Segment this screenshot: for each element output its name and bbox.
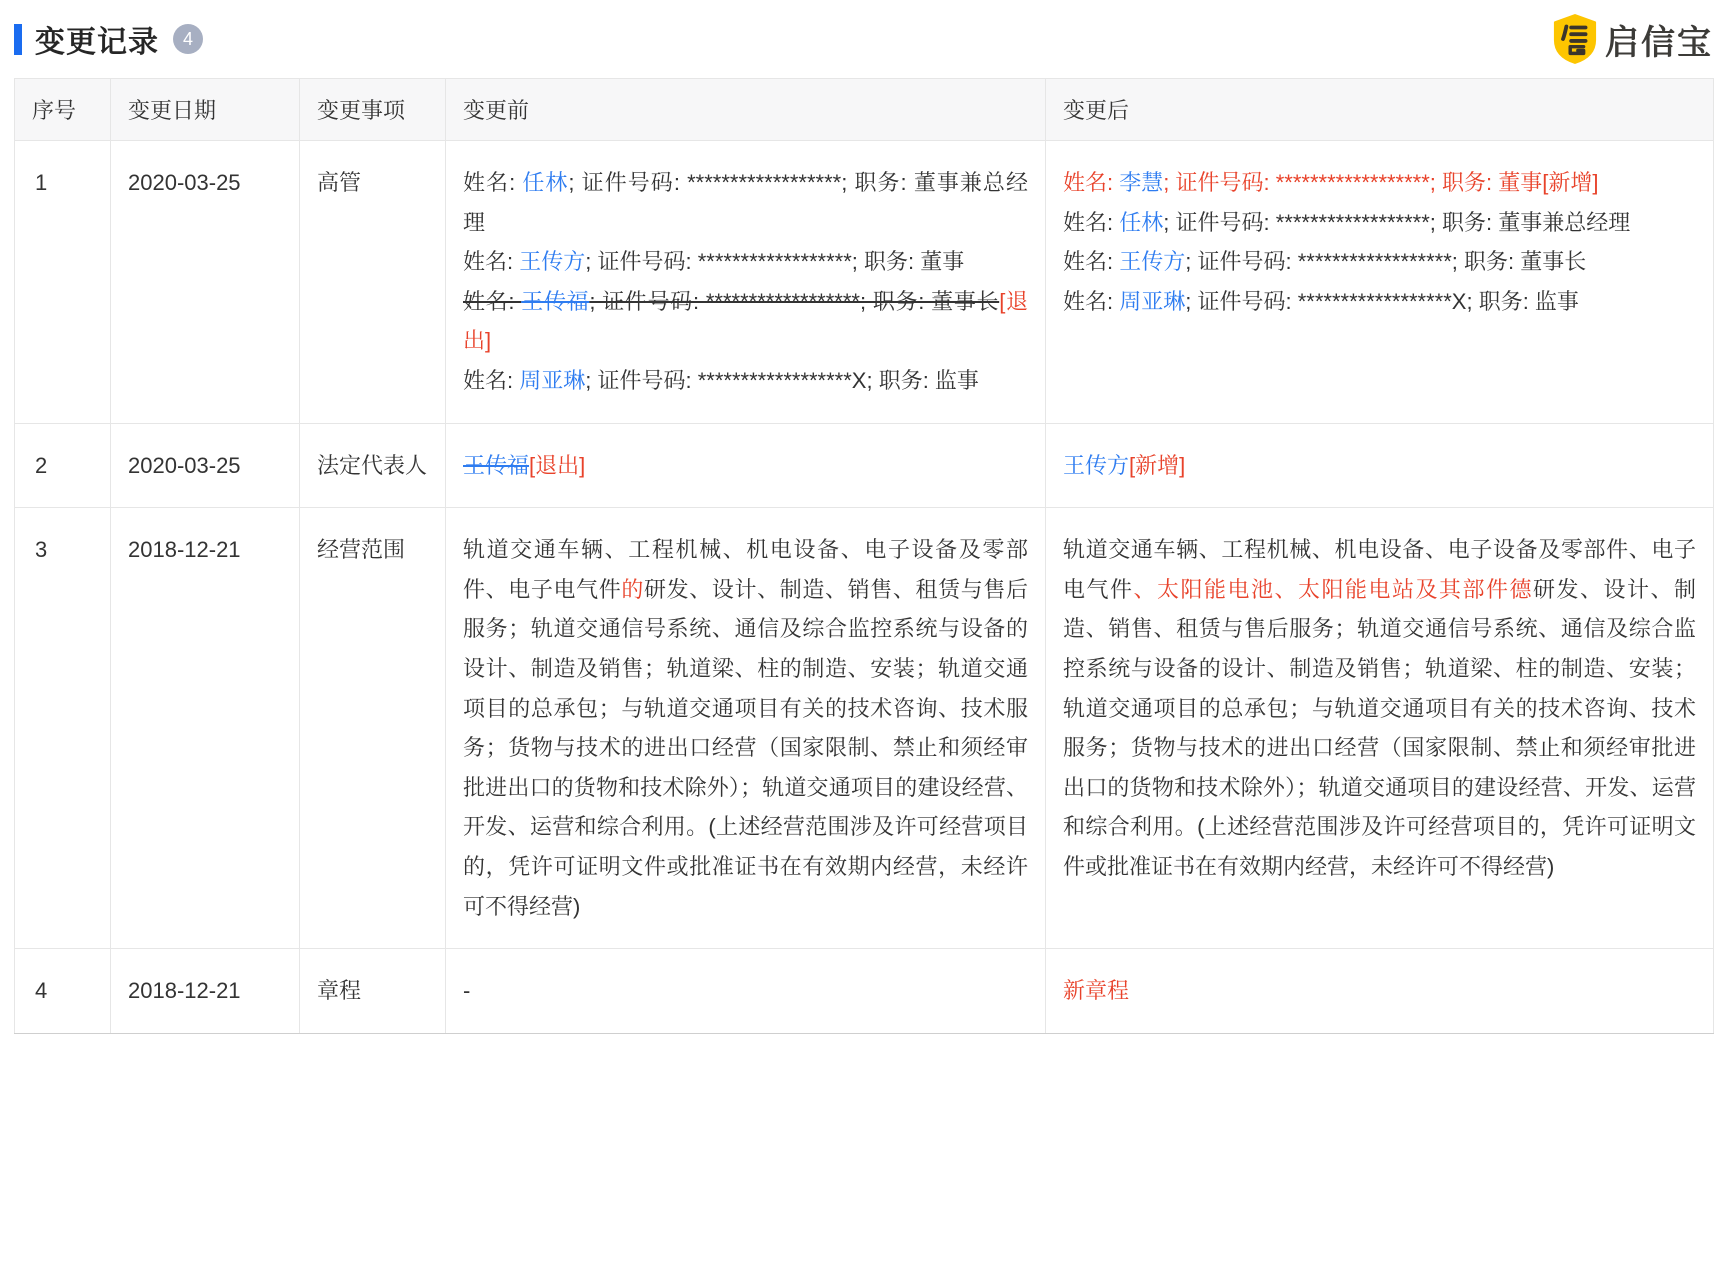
cell-index: 4 xyxy=(15,949,111,1034)
record-line xyxy=(1063,203,1696,243)
text: - xyxy=(463,978,471,1004)
record-line xyxy=(1063,971,1696,1011)
header-row xyxy=(15,79,1714,141)
text: 研发、设计、制造、销售、租赁与售后服务；轨道交通信号系统、通信及综合监控系统与设备的设计、制造及销售；轨道梁、柱的制造、安装；轨道交通项目的总承包；与轨道交通项目有关的技术咨询、技术服务；货物与技术的进出口经营（国家限制、禁止和须经审批进出口的货物和技术除外）；轨道交通项目的建设经营、开发、运营和综合利用。(上述经营范围涉及许可经营项目的，凭许可证明文件或批准证书在有效期内经营，未经许可不得经营) xyxy=(463,576,1028,919)
entity-link[interactable]: 王传福 xyxy=(463,452,530,478)
cell-date: 2020-03-25 xyxy=(111,423,300,508)
text: 姓名: xyxy=(463,170,523,195)
text: 研发、设计、制造、销售、租赁与售后服务；轨道交通信号系统、通信及综合监控系统与设备的设计、制造及销售；轨道梁、柱的制造、安装；轨道交通项目的总承包；与轨道交通项目有关的技术咨询、技术服务；货物与技术的进出口经营（国家限制、禁止和须经审批进出口的货物和技术除外）；轨道交通项目的建设经营、开发、运营和综合利用。(上述经营范围涉及许可经营项目的，凭许可证明文件或批准证书在有效期内经营，未经许可不得经营) xyxy=(1063,576,1696,879)
record-line xyxy=(463,446,1028,486)
cell-date: 2018-12-21 xyxy=(111,949,300,1034)
title-wrap xyxy=(14,17,203,61)
entity-link[interactable]: 周亚琳 xyxy=(519,367,586,393)
qixinbao-shield-icon xyxy=(1552,14,1605,64)
red-text: 姓名: xyxy=(1063,170,1120,195)
text: ; 证件号码: ******************; 职务: 董事长 xyxy=(1185,249,1587,275)
cell-index: 3 xyxy=(15,508,111,949)
entity-link[interactable]: 王传方 xyxy=(519,249,586,275)
table-body xyxy=(15,141,1714,1034)
cell-item: 高管 xyxy=(300,141,446,424)
logo-text: 启信宝 xyxy=(1605,23,1713,62)
cell-index: 2 xyxy=(15,423,111,508)
text: 轨道交通车辆、工程机械、机电设备、电子设备及零部件、电子电气件 xyxy=(1063,537,1696,602)
section-header xyxy=(14,14,1713,64)
change-records-table xyxy=(14,78,1714,1034)
struck-text: 姓名: xyxy=(463,288,522,314)
entity-link[interactable]: 王传方 xyxy=(1119,249,1186,275)
entity-link[interactable]: 王传方 xyxy=(1063,452,1130,478)
table-row xyxy=(15,949,1714,1034)
cell-item: 经营范围 xyxy=(300,508,446,949)
text: 姓名: xyxy=(463,249,520,275)
text: 轨道交通车辆、工程机械、机电设备、电子设备及零部件、电子电气件 xyxy=(463,537,1028,602)
red-text: 的 xyxy=(621,576,644,602)
red-text: [退出] xyxy=(463,288,1028,354)
column-header-after: 变更后 xyxy=(1046,79,1714,141)
text: ; 证件号码: ******************; 职务: 董事 xyxy=(585,249,965,275)
table-row xyxy=(15,423,1714,508)
red-text: [新增] xyxy=(1129,452,1186,478)
qixinbao-logo[interactable] xyxy=(1552,14,1713,64)
text: ; 证件号码: ******************X; 职务: 监事 xyxy=(585,367,979,393)
cell-index: 1 xyxy=(15,141,111,424)
cell-before xyxy=(446,141,1046,424)
cell-after xyxy=(1046,141,1714,424)
record-line xyxy=(1063,282,1696,322)
text: ; 证件号码: ******************X; 职务: 监事 xyxy=(1185,288,1579,314)
column-header-date: 变更日期 xyxy=(111,79,300,141)
red-text: [退出] xyxy=(529,452,586,478)
cell-before xyxy=(446,949,1046,1034)
cell-item: 章程 xyxy=(300,949,446,1034)
record-line xyxy=(1063,530,1696,886)
struck-text: ; 证件号码: ******************; 职务: 董事长 xyxy=(589,288,1000,314)
entity-link[interactable]: 任林 xyxy=(1119,209,1164,235)
text: 姓名: xyxy=(1063,249,1120,275)
text: 姓名: xyxy=(463,367,520,393)
record-line xyxy=(463,242,1028,282)
cell-after xyxy=(1046,949,1714,1034)
record-line xyxy=(463,971,1028,1011)
red-text: ; 证件号码: ******************; 职务: 董事[新增] xyxy=(1163,170,1599,195)
record-line xyxy=(1063,446,1696,486)
table-row xyxy=(15,508,1714,949)
record-line xyxy=(463,530,1028,926)
record-line xyxy=(463,361,1028,401)
entity-link[interactable]: 李慧 xyxy=(1119,170,1164,195)
cell-item: 法定代表人 xyxy=(300,423,446,508)
record-line xyxy=(463,163,1028,242)
cell-date: 2018-12-21 xyxy=(111,508,300,949)
record-line xyxy=(463,282,1028,361)
count-badge: 4 xyxy=(173,24,203,54)
table-row xyxy=(15,141,1714,424)
cell-after xyxy=(1046,423,1714,508)
entity-link[interactable]: 周亚琳 xyxy=(1119,288,1186,314)
entity-link[interactable]: 王传福 xyxy=(521,288,590,314)
text: 姓名: xyxy=(1063,209,1120,235)
text: ; 证件号码: ******************; 职务: 董事兼总经理 xyxy=(1163,209,1631,235)
column-header-before: 变更前 xyxy=(446,79,1046,141)
record-line xyxy=(1063,242,1696,282)
title-accent-bar xyxy=(14,24,22,55)
text: ; 证件号码: ******************; 职务: 董事兼总经理 xyxy=(463,170,1028,235)
text: 姓名: xyxy=(1063,288,1120,314)
cell-date: 2020-03-25 xyxy=(111,141,300,424)
page-title: 变更记录 xyxy=(35,26,159,59)
cell-before xyxy=(446,508,1046,949)
red-text: 、太阳能电池、太阳能电站及其部件德 xyxy=(1133,576,1533,602)
cell-before xyxy=(446,423,1046,508)
column-header-index: 序号 xyxy=(15,79,111,141)
red-text: 新章程 xyxy=(1063,978,1130,1004)
cell-after xyxy=(1046,508,1714,949)
column-header-item: 变更事项 xyxy=(300,79,446,141)
entity-link[interactable]: 任林 xyxy=(522,170,569,195)
record-line xyxy=(1063,163,1696,203)
